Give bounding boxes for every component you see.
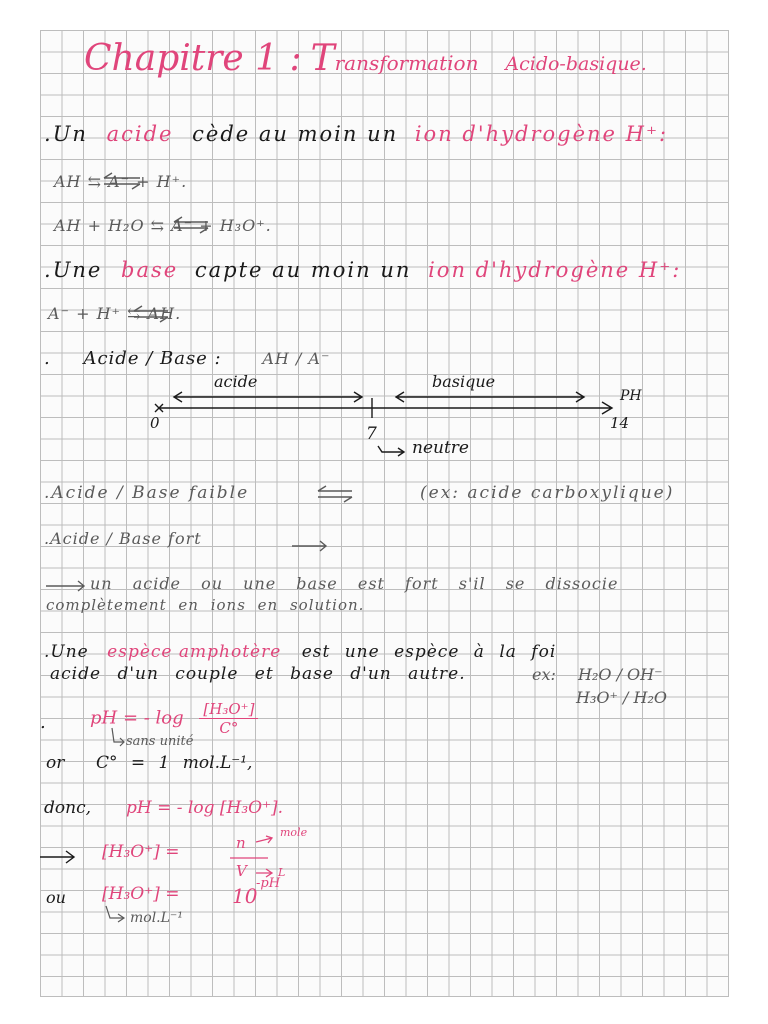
equilibrium-arrows xyxy=(104,173,352,502)
ph-simplified-formula: pH = - log [H₃O⁺]. xyxy=(126,798,284,818)
arrow-right-icon xyxy=(46,581,84,591)
strong-acid-base-label: .Acide / Base fort xyxy=(44,529,202,548)
equilibrium-arrow-icon xyxy=(318,497,352,502)
ph-fraction-denominator: C° xyxy=(219,719,239,737)
ph-formula-lhs: pH = - log xyxy=(90,707,184,729)
scale-zero: 0 xyxy=(150,414,160,432)
no-unit-note: sans unité xyxy=(126,734,194,749)
annotation-arrows xyxy=(106,728,124,922)
ph-scale xyxy=(155,392,612,456)
equilibrium-arrow-icon xyxy=(174,228,208,233)
ph-fraction-numerator: [H₃O⁺] xyxy=(199,700,258,719)
couple-label: Acide / Base : xyxy=(83,348,222,369)
concentration-lhs: [H₃O⁺] = xyxy=(102,842,180,862)
power-exponent: -pH xyxy=(256,876,281,891)
basic-range-arrow-icon xyxy=(396,392,584,402)
base-def-text: capte au moin un xyxy=(194,258,412,282)
base-term: base xyxy=(121,258,179,282)
numerator-unit: mole xyxy=(280,826,308,839)
arrow-right-icon xyxy=(256,869,272,877)
couple-formula: AH / A⁻ xyxy=(262,349,331,368)
hydrogen-ion-term: ion d'hydrogène H⁺: xyxy=(428,258,682,282)
amphoteric-definition-line2: acide d'un couple et base d'un autre. xyxy=(50,664,466,684)
scale-basic-label: basique xyxy=(432,372,496,391)
acid-def-word-un: Un xyxy=(52,122,88,146)
bullet: . xyxy=(44,258,53,282)
weak-example: (ex: acide carboxylique) xyxy=(420,483,675,503)
scale-acid-label: acide xyxy=(214,372,258,391)
arrow-right-icon xyxy=(256,836,272,843)
concentration-denominator: V xyxy=(236,862,247,880)
ph-axis-arrow-icon xyxy=(160,402,612,414)
equilibrium-arrow-icon xyxy=(134,306,168,311)
equation-acid-dissociation: AH ⇆ A⁻ + H⁺. xyxy=(54,172,188,191)
equilibrium-arrow-icon xyxy=(134,317,168,322)
denominator-unit: L xyxy=(278,866,286,879)
weak-acid-base-label: .Acide / Base faible xyxy=(44,483,250,503)
chapter-number: Chapitre 1 : xyxy=(84,38,302,79)
amphoteric-term: espèce amphotère xyxy=(107,642,282,662)
chapter-subtitle: Acido-basique. xyxy=(505,53,647,75)
concentration-numerator: n xyxy=(236,834,246,852)
equilibrium-arrow-icon xyxy=(104,184,140,189)
title-initial: T xyxy=(310,38,335,79)
acid-def-text: cède au moin un xyxy=(192,122,399,146)
amphoteric-example-label: ex: xyxy=(532,665,556,684)
or-word: or xyxy=(46,753,65,773)
arrow-right-icon xyxy=(292,541,326,551)
down-arrow-icon xyxy=(106,906,124,922)
neutral-arrow-icon xyxy=(378,446,404,456)
equilibrium-arrow-icon xyxy=(104,173,140,178)
standard-concentration: C° = 1 mol.L⁻¹, xyxy=(96,753,253,773)
equilibrium-arrow-icon xyxy=(318,486,352,491)
acid-term: acide xyxy=(106,122,174,146)
bullet: . xyxy=(44,642,51,662)
amphoteric-example-2: H₃O⁺ / H₂O xyxy=(576,688,667,707)
ampho-word-une: Une xyxy=(50,642,89,662)
bullet: . xyxy=(40,712,46,733)
bullet: . xyxy=(44,348,51,369)
scale-ph-label: PH xyxy=(620,388,642,404)
equation-base-capture: A⁻ + H⁺ ⇆ AH. xyxy=(48,304,182,323)
strong-definition-line1: un acide ou une base est fort s'il se dissocie xyxy=(90,574,619,593)
scale-fourteen: 14 xyxy=(610,414,630,432)
therefore-word: donc, xyxy=(44,798,91,818)
concentration-power-lhs: [H₃O⁺] = xyxy=(102,884,180,904)
power-base: 10 xyxy=(232,884,258,908)
strong-definition-line2: complètement en ions en solution. xyxy=(46,596,365,614)
ampho-def-text: est une espèce à la foi xyxy=(301,642,557,662)
bullet: . xyxy=(44,122,53,146)
acid-range-arrow-icon xyxy=(174,392,362,402)
arrow-right-icon xyxy=(40,851,74,863)
amphoteric-example-1: H₂O / OH⁻ xyxy=(578,665,663,684)
hydrogen-ion-term: ion d'hydrogène H⁺: xyxy=(414,122,669,146)
formula-strokes xyxy=(40,851,74,863)
base-def-word-une: Une xyxy=(52,258,103,282)
right-arrows xyxy=(46,541,326,591)
scale-seven: 7 xyxy=(366,424,377,444)
concentration-unit: mol.L⁻¹ xyxy=(130,910,183,926)
down-arrow-icon xyxy=(112,728,124,746)
scale-neutral-label: neutre xyxy=(412,438,469,458)
equilibrium-arrow-icon xyxy=(174,217,208,222)
title-word: ransformation xyxy=(334,51,479,75)
equation-acid-water: AH + H₂O ⇆ A⁻ + H₃O⁺. xyxy=(54,216,272,235)
or-alt-word: ou xyxy=(46,888,66,907)
fraction-bars xyxy=(230,836,272,877)
